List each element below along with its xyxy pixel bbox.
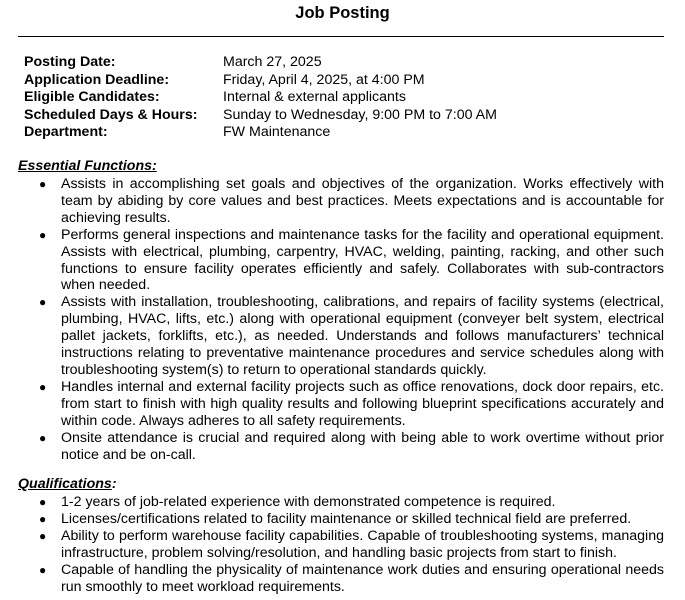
- eligible-candidates-label: Eligible Candidates:: [24, 89, 160, 106]
- eligible-candidates-row: [24, 89, 497, 107]
- posting-date-value: March 27, 2025: [223, 54, 322, 70]
- qualifications-list: [0, 494, 664, 595]
- posting-date-row: [24, 54, 497, 72]
- bullet-icon: ●: [39, 511, 47, 526]
- schedule-value: Sunday to Wednesday, 9:00 PM to 7:00 AM: [223, 106, 497, 123]
- list-item: ● Assists with installation, troubleshooting, calibrations, and repairs of facility systems (electrical, plumbing, HVAC, lifts, etc.) along with operational equipment (conveyer belt system, electrical pallet jackets, forklifts, etc.), as needed. Understands and follows manufacturers’ technical instructions relating to preventative maintenance procedures and service schedules along with troubleshooting system(s) to return to operational standards quickly.: [39, 294, 664, 378]
- essential-functions-heading-text: Essential Functions:: [18, 158, 157, 174]
- application-deadline-row: [24, 72, 497, 90]
- list-item: ● 1-2 years of job-related experience with demonstrated competence is required.: [39, 494, 556, 510]
- posting-date-label: Posting Date:: [24, 54, 116, 70]
- application-deadline-label: Application Deadline:: [24, 71, 170, 88]
- bullet-icon: ●: [39, 227, 47, 242]
- essential-functions-heading: [18, 158, 157, 174]
- schedule-label: Scheduled Days & Hours:: [24, 106, 198, 123]
- list-item: ● Capable of handling the physicality of maintenance work duties and ensuring operational needs run smoothly to meet workload requirements.: [39, 561, 664, 595]
- title-divider: [18, 36, 664, 37]
- list-item: ● Onsite attendance is crucial and required along with being able to work overtime without prior notice and be on-call.: [39, 429, 664, 463]
- department-value: FW Maintenance: [223, 124, 331, 141]
- bullet-icon: ●: [39, 379, 47, 394]
- list-item: ● Assists in accomplishing set goals and objectives of the organization. Works effectively with team by abiding by core values and best practices. Meets expectations and is accountable for achieving results.: [39, 176, 664, 226]
- document-title: Job Posting: [295, 4, 390, 22]
- department-label: Department:: [24, 124, 108, 141]
- list-item: ● Performs general inspections and maintenance tasks for the facility and operational equipment. Assists with electrical, plumbing, carpentry, HVAC, welding, painting, racking, and other such functions to ensure facility operates efficiently and safely. Collaborates with sub-contractors when needed.: [39, 226, 664, 294]
- bullet-icon: ●: [39, 430, 47, 445]
- qualifications-heading-text: Qualifications: [18, 476, 112, 492]
- bullet-icon: ●: [39, 562, 47, 577]
- qualifications-heading-colon: :: [111, 476, 117, 492]
- qualifications-heading: [18, 476, 117, 492]
- schedule-row: [24, 107, 497, 125]
- bullet-icon: ●: [39, 295, 47, 310]
- list-item: ● Ability to perform warehouse facility capabilities. Capable of troubleshooting systems, managing infrastructure, problem solving/resolution, and handling basic projects from start to finish.: [39, 527, 664, 561]
- list-item: ● Licenses/certifications related to facility maintenance or skilled technical field are preferred.: [39, 510, 632, 527]
- list-item: ● Handles internal and external facility projects such as office renovations, dock door repairs, etc. from start to finish with high quality results and following blueprint specifications accurately and within code. Always adheres to all safety requirements.: [39, 378, 664, 429]
- bullet-icon: ●: [39, 177, 47, 191]
- bullet-icon: ●: [39, 495, 47, 509]
- application-deadline-value: Friday, April 4, 2025, at 4:00 PM: [223, 71, 425, 88]
- bullet-icon: ●: [39, 528, 47, 543]
- posting-details: [24, 54, 497, 142]
- essential-functions-list: [0, 176, 664, 463]
- eligible-candidates-value: Internal & external applicants: [223, 89, 406, 106]
- department-row: [24, 124, 497, 142]
